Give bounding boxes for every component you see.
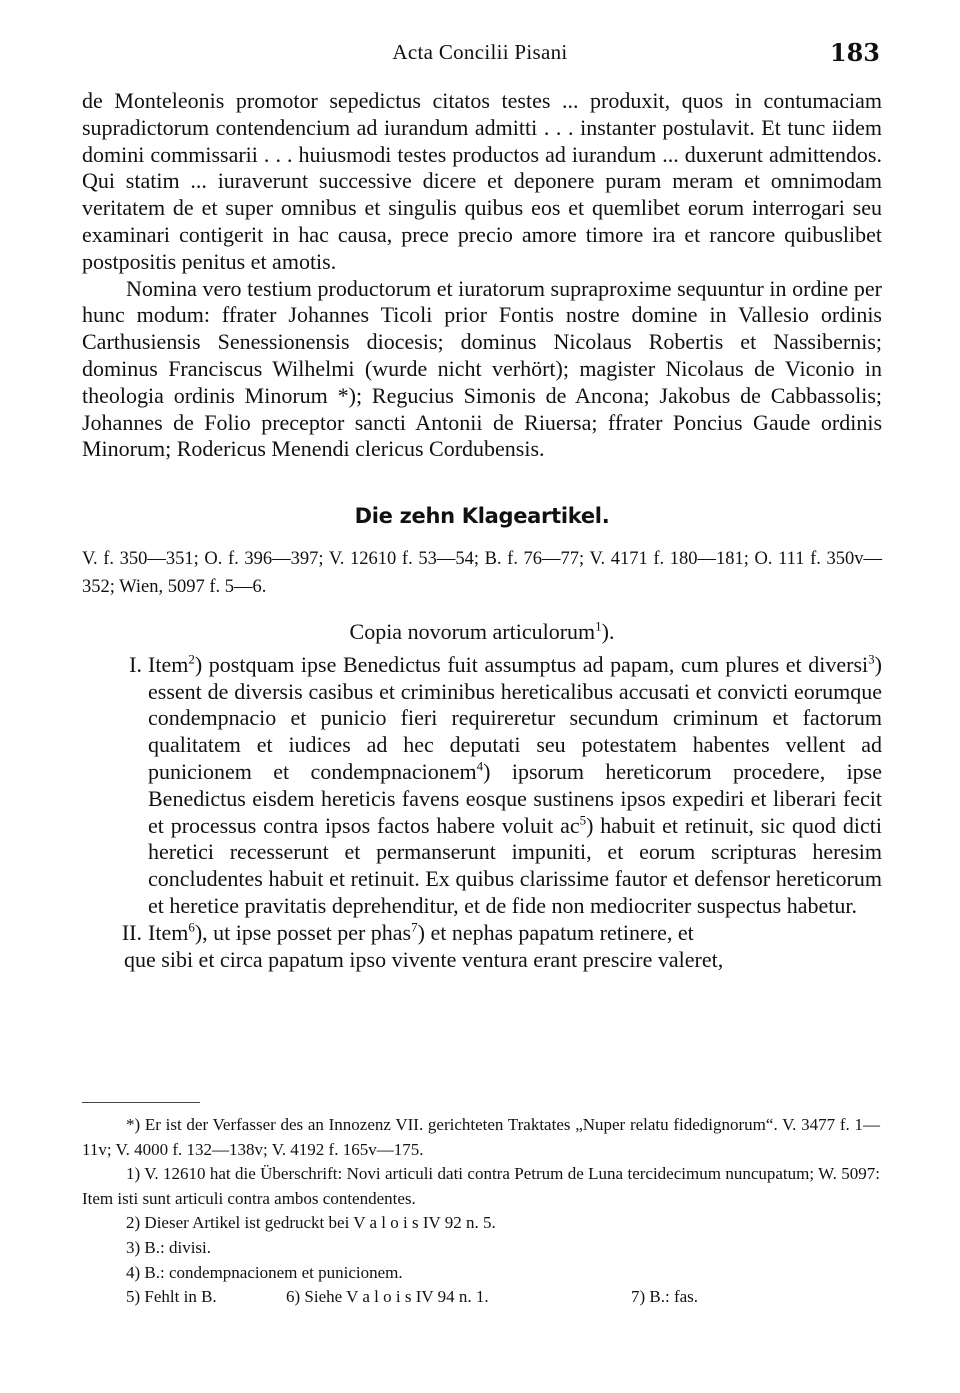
footnote-ref: 1 xyxy=(595,618,602,634)
footnote-5: 5) Fehlt in B. xyxy=(126,1287,217,1307)
articles-heading-text: Copia novorum articulorum xyxy=(349,618,596,644)
footnote-6: 6) Siehe V a l o i s IV 94 n. 1. xyxy=(286,1287,489,1307)
articles-heading-tail: ). xyxy=(601,618,615,644)
paragraph-oath: de Monteleonis promotor sepedictus citatos testes ... produxit, quos in contumaciam supradictorum contendencium ad iurandum admitti . . . instanter postulavit. Et tunc iidem domini commissarii . . . huiusmodi testes productos ad iurandum ... duxerunt admittendos. Qui statim ... iuraverunt successive dicere et deponere puram meram et omnimodam veritatem de et super omnibus et singulis quibus eos et quemlibet eorum interrogari seu examinari contigerit in hac causa, prece precio amore timore ira et rancore quibuslibet postpositis penitus et amotis. xyxy=(82,88,882,274)
article-text xyxy=(148,920,882,947)
footnote-rule xyxy=(82,1102,200,1103)
main-text xyxy=(82,88,882,973)
article-text-part: Item xyxy=(148,919,189,945)
footnote-3: 3) B.: divisi. xyxy=(126,1237,212,1257)
footnote-ref: 5 xyxy=(579,812,587,828)
footnote-row-5-7 xyxy=(82,1285,880,1310)
running-head: Acta Concilii Pisani xyxy=(392,40,568,64)
article-text-part: ) essent de diversis casibus et criminibus hereticalibus accusati et convicti eorumque condempnacio et punicio fieri requireretur secundum criminum et factorum qualitatem et iudices ad hec deputati seu potestatem habentes vellent ad punicionem et condempnacionem xyxy=(148,651,882,784)
manuscript-sources: V. f. 350—351; O. f. 396—397; V. 12610 f. 53—54; B. f. 76—77; V. 4171 f. 180—181; O. 111 f. 350v—352; Wien, 5097 f. 5—6. xyxy=(82,548,882,597)
footnote-ref: 7 xyxy=(411,919,418,935)
footnote-ref: 2 xyxy=(188,651,195,667)
articles-heading xyxy=(82,619,882,646)
article-text-part: Item xyxy=(148,651,189,677)
article-number: I. xyxy=(129,651,142,677)
footnote-1: 1) V. 12610 hat die Überschrift: Novi articuli dati contra Petrum de Luna tercidecimum nuncupatum; W. 5097: Item isti sunt articuli contra ambos contendentes. xyxy=(82,1164,880,1208)
footnote-ref: 3 xyxy=(868,651,875,667)
page-header xyxy=(80,38,880,70)
article-2-continuation: que sibi et circa papatum ipso vivente ventura erant prescire valeret, xyxy=(124,946,724,972)
footnote-7: 7) B.: fas. xyxy=(631,1287,699,1307)
section-title: Die zehn Klageartikel. xyxy=(354,504,610,529)
article-number: II. xyxy=(121,919,142,945)
page-number: 183 xyxy=(829,38,880,67)
footnote-ref: 6 xyxy=(188,919,195,935)
article-text-part: ) postquam ipse Benedictus fuit assumptus ad papam, cum plures et diversi xyxy=(194,651,869,677)
paragraph-witness-names: Nomina vero testium productorum et iuratorum supraproxime sequuntur in ordine per hunc modum: ffrater Johannes Ticoli prior Fontis nostre domine in Vallesio ordinis Carthusiensis Senessionensis diocesis; dominus Nicolaus Robertis et Nassibernis; dominus Franciscus Wilhelmi (wurde nicht verhört); magister Nicolaus de Viconio in theologia ordinis Minorum *); Regucius Simonis de Ancona; Jakobus de Cabbassolis; Johannes de Folio preceptor sancti Antonii de Riuersa; ffrater Poncius Gaude ordinis Minorum; Rodericus Menendi clericus Cordubensis. xyxy=(82,275,882,462)
footnote-2: 2) Dieser Artikel ist gedruckt bei V a l o i s IV 92 n. 5. xyxy=(126,1213,496,1233)
footnote-ref: 4 xyxy=(476,758,484,774)
article-text-part: ) ipsorum hereticorum procedere, ipse Benedictus eisdem hereticis favens eosque sustinens ipsos expediri et liberari fecit et processus contra ipsos factos habere voluit ac xyxy=(148,758,883,838)
article-2 xyxy=(82,920,882,947)
article-text-part: ) habuit et retinuit, sic quod dicti heretici recesserunt et permanserunt impuniti, et eorum scripturas heresim concludentes habuit et retinuit. Ex quibus clarissime fautor et defensor hereticorum et heretice pravitatis deprehenditur, et de fide non mediocriter suspectus habetur. xyxy=(148,812,882,918)
article-1 xyxy=(82,652,882,920)
article-text-part: ) et nephas papatum retinere, et xyxy=(417,919,694,945)
article-text xyxy=(148,652,882,920)
footnotes xyxy=(82,1113,880,1310)
footnote-star: *) Er ist der Verfasser des an Innozenz VII. gerichteten Traktates „Nuper relatu fidedignorum“. V. 3477 f. 1—11v; V. 4000 f. 132—138v; V. 4192 f. 165v—175. xyxy=(82,1115,880,1159)
footnote-4: 4) B.: condempnacionem et punicionem. xyxy=(126,1262,403,1282)
article-text-part: ), ut ipse posset per phas xyxy=(194,919,412,945)
